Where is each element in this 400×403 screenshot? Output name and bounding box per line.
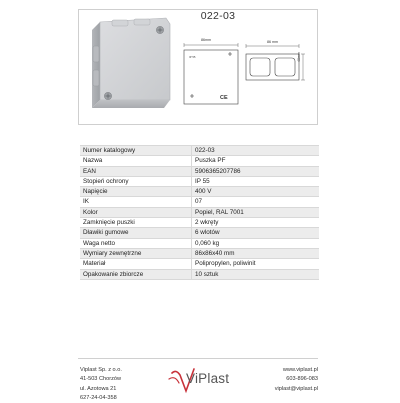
spec-label: Kolor xyxy=(80,207,192,217)
table-row xyxy=(80,207,319,217)
spec-value: 6 wlotów xyxy=(192,228,320,238)
ce-mark: CE xyxy=(220,95,228,101)
spec-value: 07 xyxy=(192,197,320,207)
spec-table xyxy=(80,145,319,280)
table-row xyxy=(80,176,319,186)
spec-label: EAN xyxy=(80,166,192,176)
spec-label: Opakowanie zbiorcze xyxy=(80,269,192,279)
company-address xyxy=(80,366,122,403)
side-view-drawing xyxy=(244,42,306,86)
junction-box-photo xyxy=(88,16,176,112)
spec-value: Popiel, RAL 7001 xyxy=(192,207,320,217)
spec-value: 400 V xyxy=(192,187,320,197)
company-contact xyxy=(275,366,318,394)
email-link[interactable]: viplast@viplast.pl xyxy=(274,385,318,392)
product-code-title: 022-03 xyxy=(200,10,236,22)
contact-phone: 603-896-083 xyxy=(286,376,318,383)
spec-value: 2 wkręty xyxy=(192,218,320,228)
spec-label: Dławiki gumowe xyxy=(80,228,192,238)
spec-label: Zamknięcie puszki xyxy=(80,218,192,228)
logo-text: ViPlast xyxy=(186,371,230,386)
spec-label: Napięcie xyxy=(80,187,192,197)
company-postal: 41-503 Chorzów xyxy=(80,376,122,383)
spec-label: IK xyxy=(80,197,192,207)
spec-value: Polipropylen, poliwinit xyxy=(192,259,320,269)
spec-value: Puszka PF xyxy=(192,156,320,166)
spec-value: 86x86x40 mm xyxy=(192,248,320,258)
table-row xyxy=(80,156,319,166)
top-dimension-label: 86mm xyxy=(201,38,211,42)
table-row xyxy=(80,238,319,248)
table-row xyxy=(80,269,319,279)
spec-label: Waga netto xyxy=(80,238,192,248)
top-view-drawing xyxy=(181,40,241,108)
table-row xyxy=(80,146,319,156)
company-phone: 627-24-04-358 xyxy=(80,394,117,401)
spec-label: Stopień ochrony xyxy=(80,176,192,186)
company-street: ul. Azotowa 21 xyxy=(80,385,117,392)
company-name: Viplast Sp. z o.o. xyxy=(80,367,122,373)
table-row xyxy=(80,228,319,238)
spec-value: IP 55 xyxy=(192,176,320,186)
spec-label: Nazwa xyxy=(80,156,192,166)
table-row xyxy=(80,259,319,269)
table-row xyxy=(80,187,319,197)
footer-divider xyxy=(78,358,318,359)
website-link[interactable]: www.viplast.pl xyxy=(282,367,318,373)
spec-value: 022-03 xyxy=(192,146,320,156)
lid-marking-label: IP 55 xyxy=(189,55,196,59)
spec-value: 0,060 kg xyxy=(192,238,320,248)
spec-label: Materiał xyxy=(80,259,192,269)
table-row xyxy=(80,166,319,176)
spec-value: 5906365207786 xyxy=(192,166,320,176)
table-row xyxy=(80,197,319,207)
height-dimension-label: 40mm xyxy=(297,52,301,62)
table-row xyxy=(80,218,319,228)
spec-label: Wymiary zewnętrzne xyxy=(80,248,192,258)
side-dimension-label: 86 mm xyxy=(267,40,278,44)
spec-label: Numer katalogowy xyxy=(80,146,192,156)
table-row xyxy=(80,248,319,258)
spec-value: 10 sztuk xyxy=(192,269,320,279)
